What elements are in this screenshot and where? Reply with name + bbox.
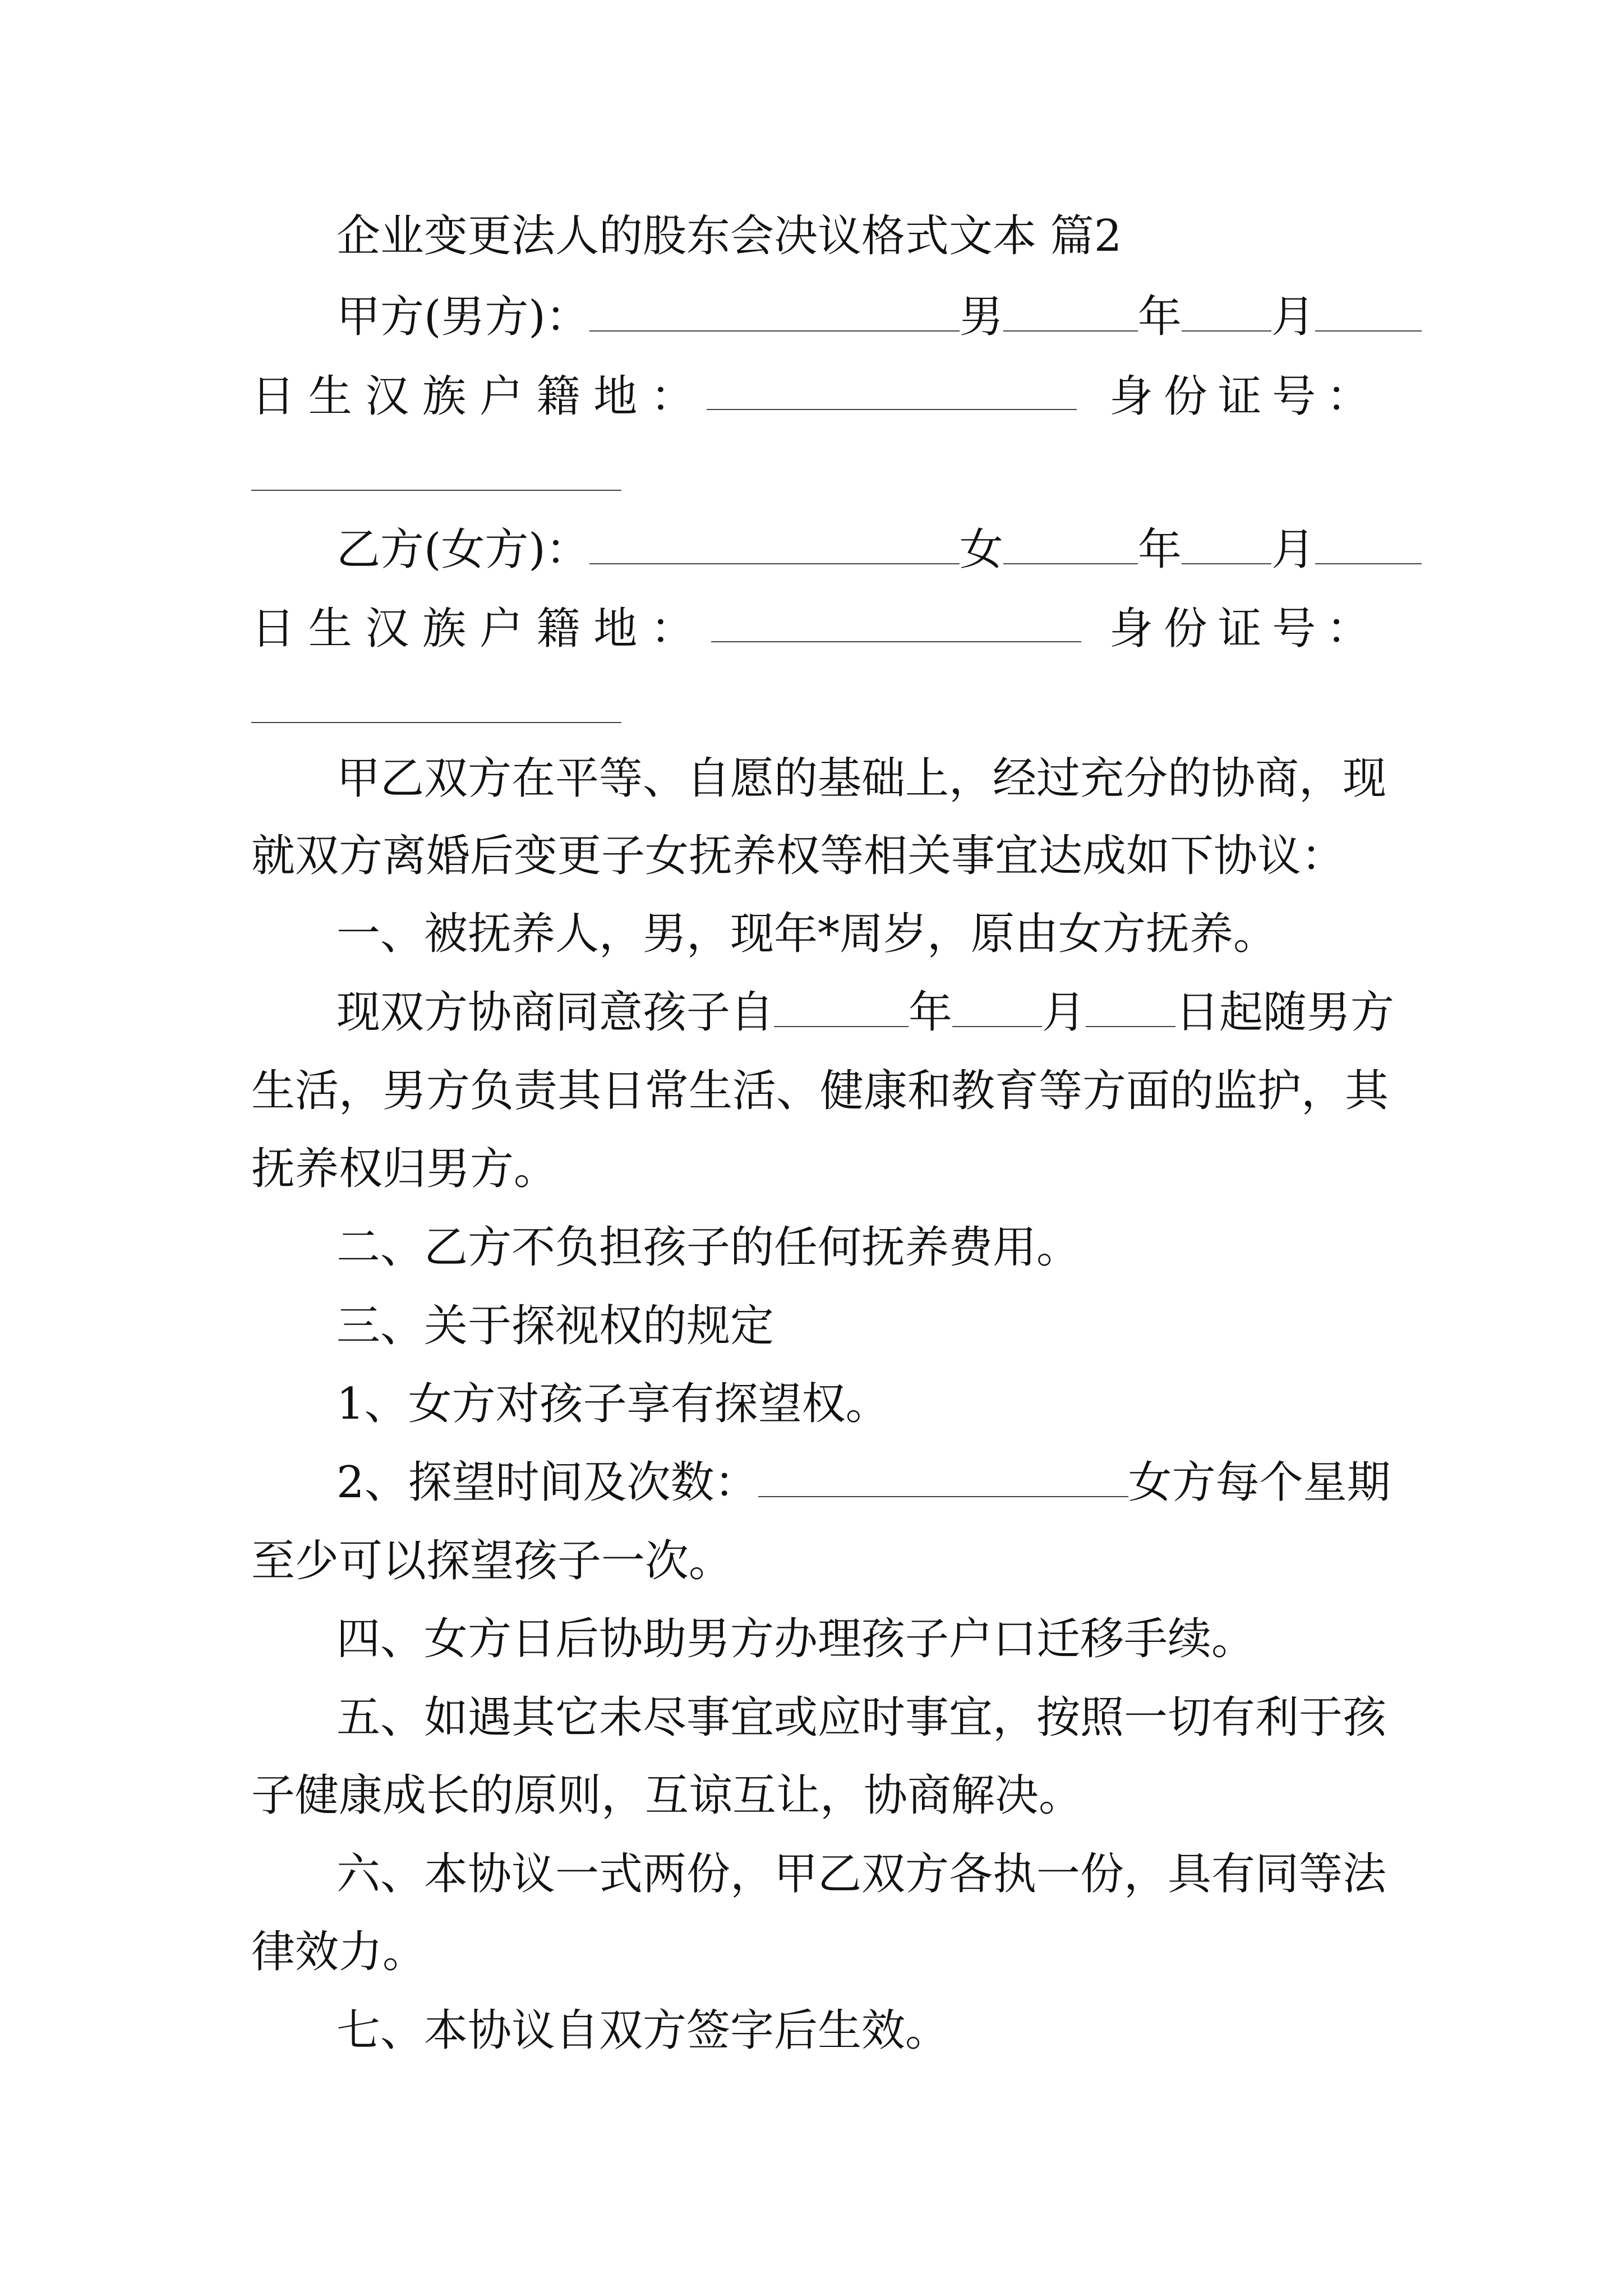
party-b-hukou-blank[interactable] xyxy=(711,641,1081,642)
party-a-month-label: 月 xyxy=(1271,292,1315,342)
party-b-birth-day-blank[interactable] xyxy=(1315,525,1422,564)
party-a-line xyxy=(336,290,1422,344)
party-b-line xyxy=(336,523,1422,577)
intro-line-1: 甲乙双方在平等、自愿的基础上，经过充分的协商，现 xyxy=(336,753,1387,804)
item-7: 七、本协议自双方签字后生效。 xyxy=(336,2005,949,2056)
custody-line-3: 抚养权归男方。 xyxy=(251,1144,558,1194)
party-a-birth-year-blank[interactable] xyxy=(1003,292,1138,332)
custody-line-1: 现双方协商同意孩子自 年 月 日起随男方 xyxy=(336,987,1395,1038)
item-5-line-2: 子健康成长的原则，互谅互让，协商解决。 xyxy=(251,1770,1083,1821)
custody-year-blank[interactable] xyxy=(774,988,909,1027)
party-a-name-blank[interactable] xyxy=(589,292,960,332)
party-a-birth-month-blank[interactable] xyxy=(1182,292,1271,332)
party-b-label: 乙方(女方)： xyxy=(336,524,589,575)
party-a-year-label: 年 xyxy=(1137,292,1182,342)
party-b-name-blank[interactable] xyxy=(589,525,960,564)
item-3: 三、关于探视权的规定 xyxy=(336,1301,774,1351)
item-1: 一、被抚养人，男，现年*周岁，原由女方抚养。 xyxy=(336,909,1278,959)
item-2: 二、乙方不负担孩子的任何抚养费用。 xyxy=(336,1222,1081,1273)
party-b-year-label: 年 xyxy=(1137,524,1182,575)
item-4: 四、女方日后协助男方办理孩子户口迁移手续。 xyxy=(336,1614,1256,1664)
party-a-id-label: 身 份 证 号 ： xyxy=(1109,371,1370,422)
party-b-gender: 女 xyxy=(959,524,1003,575)
intro-line-2: 就双方离婚后变更子女抚养权等相关事宜达成如下协议： xyxy=(251,831,1345,881)
party-b-details-line xyxy=(251,602,1370,656)
document-title: 企业变更法人的股东会决议格式文本 篇2 xyxy=(336,211,1122,261)
item-6-line-1: 六、本协议一式两份，甲乙双方各执一份，具有同等法 xyxy=(336,1849,1387,1899)
party-a-id-blank[interactable] xyxy=(251,490,621,491)
party-b-hukou-label: 日 生 汉 族 户 籍 地 ： xyxy=(251,604,694,654)
party-a-birth-day-blank[interactable] xyxy=(1315,292,1422,332)
custody-month-blank[interactable] xyxy=(952,988,1042,1027)
custody-line-2: 生活，男方负责其日常生活、健康和教育等方面的监护，其 xyxy=(251,1066,1389,1116)
item-3-1: 1、女方对孩子享有探望权。 xyxy=(336,1379,889,1429)
visit-time-blank[interactable] xyxy=(758,1458,1128,1497)
item-5-line-1: 五、如遇其它未尽事宜或应时事宜，按照一切有利于孩 xyxy=(336,1692,1387,1743)
party-a-details-line xyxy=(251,370,1370,424)
party-a-hukou-label: 日 生 汉 族 户 籍 地 ： xyxy=(251,371,694,422)
party-a-hukou-blank[interactable] xyxy=(707,409,1077,410)
item-3-2-line-2: 至少可以探望孩子一次。 xyxy=(251,1536,733,1586)
party-a-gender: 男 xyxy=(959,292,1003,342)
party-b-month-label: 月 xyxy=(1271,524,1315,575)
party-a-label: 甲方(男方)： xyxy=(336,292,589,342)
item-6-line-2: 律效力。 xyxy=(251,1927,427,1977)
party-b-birth-year-blank[interactable] xyxy=(1003,525,1138,564)
party-b-id-label: 身 份 证 号 ： xyxy=(1109,604,1370,654)
party-b-id-blank[interactable] xyxy=(251,722,621,723)
item-3-2-line-1: 2、探望时间及次数： 女方每个星期 xyxy=(336,1457,1391,1508)
party-b-birth-month-blank[interactable] xyxy=(1182,525,1271,564)
custody-day-blank[interactable] xyxy=(1086,988,1175,1027)
